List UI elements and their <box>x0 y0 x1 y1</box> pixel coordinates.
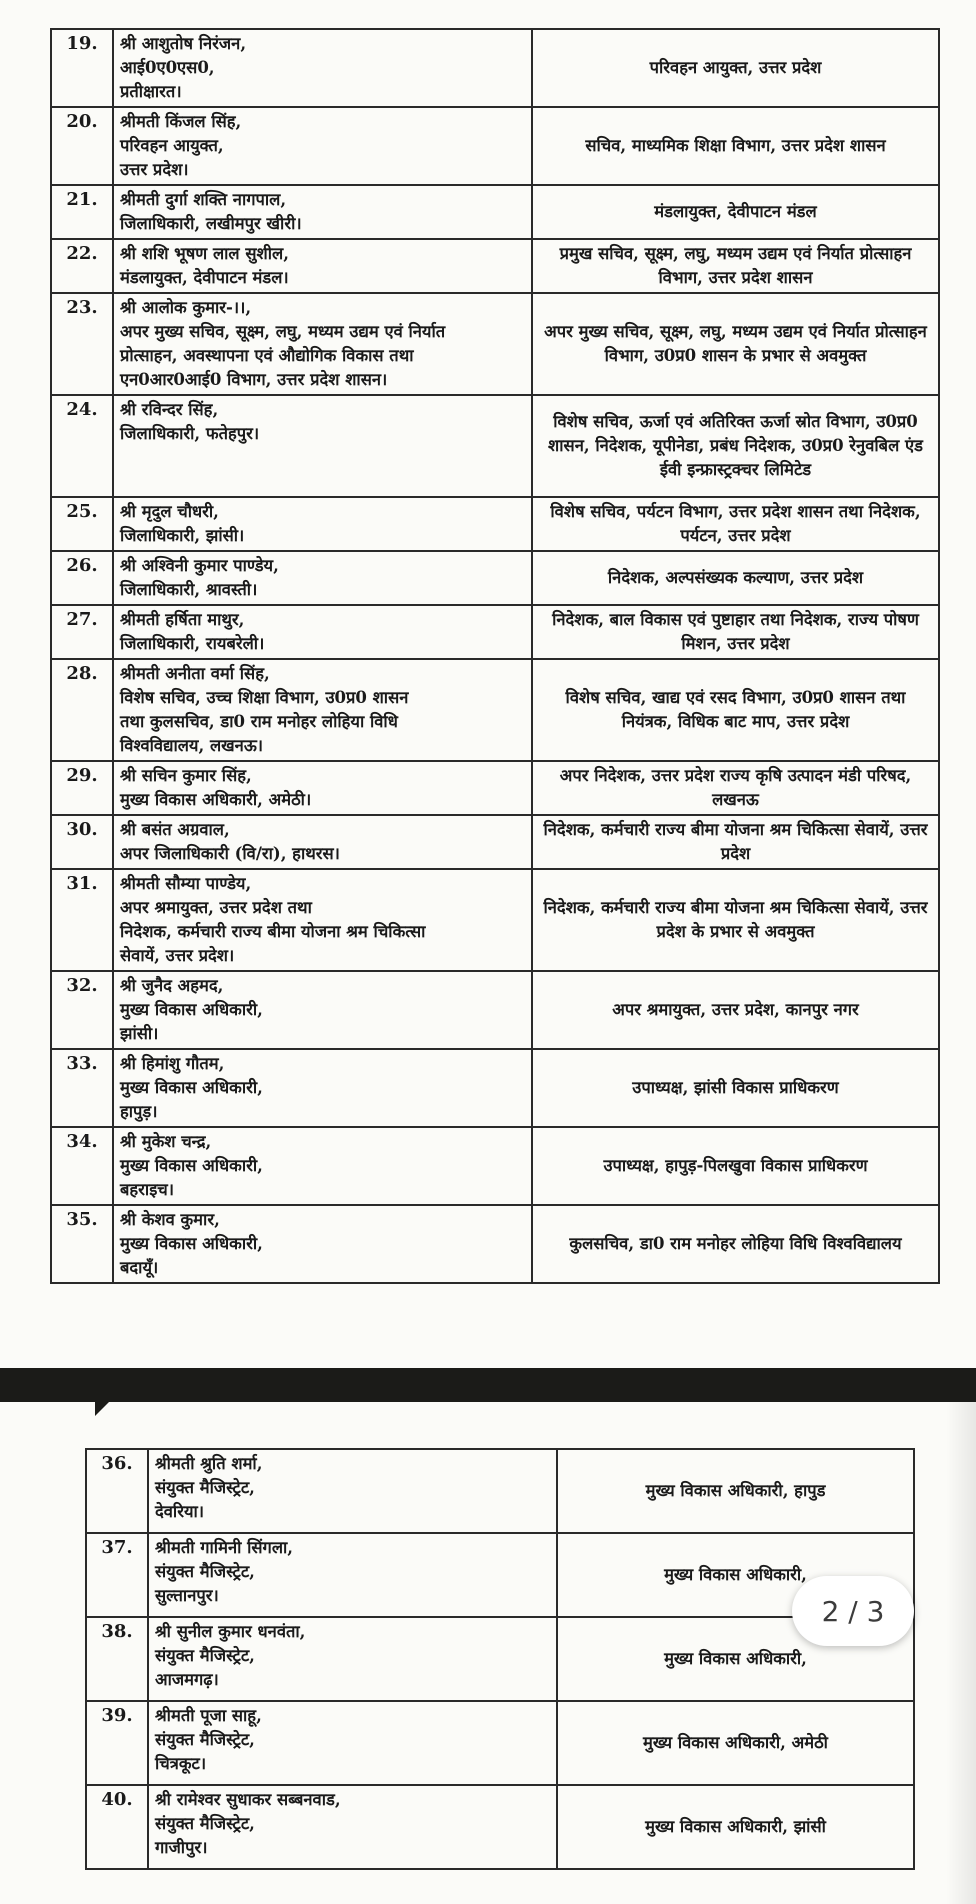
officer-name-cell: श्रीमती अनीता वर्मा सिंह, विशेष सचिव, उच्च शिक्षा विभाग, उ0प्र0 शासन तथा कुलसचिव, डा0 राम मनोहर लोहिया विधि विश्वविद्यालय, लखनऊ। <box>113 659 532 761</box>
officer-name-cell: श्री आशुतोष निरंजन, आई0ए0एस0, प्रतीक्षारत। <box>113 29 532 107</box>
table-row <box>51 761 939 815</box>
new-posting-cell: उपाध्यक्ष, हापुड़-पिलखुवा विकास प्राधिकरण <box>532 1127 939 1205</box>
new-posting-cell: विशेष सचिव, खाद्य एवं रसद विभाग, उ0प्र0 शासन तथा नियंत्रक, विधिक बाट माप, उत्तर प्रदेश <box>532 659 939 761</box>
new-posting-cell: प्रमुख सचिव, सूक्ष्म, लघु, मध्यम उद्यम एवं निर्यात प्रोत्साहन विभाग, उत्तर प्रदेश शासन <box>532 239 939 293</box>
table-row <box>51 185 939 239</box>
table-row <box>51 605 939 659</box>
serial-number-cell: 38. <box>86 1617 148 1701</box>
new-posting-cell: निदेशक, बाल विकास एवं पुष्टाहार तथा निदेशक, राज्य पोषण मिशन, उत्तर प्रदेश <box>532 605 939 659</box>
officer-name-cell: श्री मृदुल चौधरी, जिलाधिकारी, झांसी। <box>113 497 532 551</box>
new-posting-cell: परिवहन आयुक्त, उत्तर प्रदेश <box>532 29 939 107</box>
officer-name-cell: श्रीमती किंजल सिंह, परिवहन आयुक्त, उत्तर प्रदेश। <box>113 107 532 185</box>
table-row <box>51 293 939 395</box>
table-row <box>86 1701 914 1785</box>
serial-number-cell: 37. <box>86 1533 148 1617</box>
new-posting-cell: मुख्य विकास अधिकारी, <box>557 1533 914 1617</box>
new-posting-cell: अपर निदेशक, उत्तर प्रदेश राज्य कृषि उत्पादन मंडी परिषद, लखनऊ <box>532 761 939 815</box>
new-posting-cell: मुख्य विकास अधिकारी, <box>557 1617 914 1701</box>
table-row <box>51 971 939 1049</box>
transfer-table-body <box>86 1449 914 1869</box>
table-row <box>86 1533 914 1617</box>
officer-name-cell: श्री जुनैद अहमद, मुख्य विकास अधिकारी, झांसी। <box>113 971 532 1049</box>
serial-number-cell: 21. <box>51 185 113 239</box>
table-row <box>51 395 939 497</box>
new-posting-cell: अपर मुख्य सचिव, सूक्ष्म, लघु, मध्यम उद्यम एवं निर्यात प्रोत्साहन विभाग, उ0प्र0 शासन के प्रभार से अवमुक्त <box>532 293 939 395</box>
serial-number-cell: 28. <box>51 659 113 761</box>
new-posting-cell: मुख्य विकास अधिकारी, हापुड <box>557 1449 914 1533</box>
officer-name-cell: श्री शशि भूषण लाल सुशील, मंडलायुक्त, देवीपाटन मंडल। <box>113 239 532 293</box>
table-row <box>51 551 939 605</box>
officer-name-cell: श्री आलोक कुमार-।।, अपर मुख्य सचिव, सूक्ष्म, लघु, मध्यम उद्यम एवं निर्यात प्रोत्साहन, अवस्थापना एवं औद्योगिक विकास तथा एन0आर0आई0 विभाग, उत्तर प्रदेश शासन। <box>113 293 532 395</box>
serial-number-cell: 40. <box>86 1785 148 1869</box>
serial-number-cell: 34. <box>51 1127 113 1205</box>
transfer-table-body <box>51 29 939 1283</box>
serial-number-cell: 22. <box>51 239 113 293</box>
new-posting-cell: मंडलायुक्त, देवीपाटन मंडल <box>532 185 939 239</box>
serial-number-cell: 32. <box>51 971 113 1049</box>
new-posting-cell: कुलसचिव, डा0 राम मनोहर लोहिया विधि विश्वविद्यालय <box>532 1205 939 1283</box>
table-row <box>51 869 939 971</box>
table-row <box>51 815 939 869</box>
transfer-table-page-2 <box>85 1448 915 1870</box>
serial-number-cell: 29. <box>51 761 113 815</box>
new-posting-cell: विशेष सचिव, ऊर्जा एवं अतिरिक्त ऊर्जा स्रोत विभाग, उ0प्र0 शासन, निदेशक, यूपीनेडा, प्रबंध निदेशक, उ0प्र0 रेनुवबिल एंड ईवी इन्फ्रास्ट्रक्चर लिमिटेड <box>532 395 939 497</box>
serial-number-cell: 26. <box>51 551 113 605</box>
officer-name-cell: श्री मुकेश चन्द्र, मुख्य विकास अधिकारी, बहराइच। <box>113 1127 532 1205</box>
page-separator <box>0 1368 976 1402</box>
serial-number-cell: 39. <box>86 1701 148 1785</box>
table-row <box>86 1617 914 1701</box>
table-row <box>51 659 939 761</box>
table-row <box>51 1127 939 1205</box>
new-posting-cell: उपाध्यक्ष, झांसी विकास प्राधिकरण <box>532 1049 939 1127</box>
new-posting-cell: सचिव, माध्यमिक शिक्षा विभाग, उत्तर प्रदेश शासन <box>532 107 939 185</box>
table-row <box>51 29 939 107</box>
page-indicator: 2 / 3 <box>792 1576 914 1646</box>
table-row <box>51 107 939 185</box>
page-edge-shadow <box>946 1402 976 1904</box>
officer-name-cell: श्रीमती दुर्गा शक्ति नागपाल, जिलाधिकारी, लखीमपुर खीरी। <box>113 185 532 239</box>
serial-number-cell: 33. <box>51 1049 113 1127</box>
officer-name-cell: श्री अश्विनी कुमार पाण्डेय, जिलाधिकारी, श्रावस्ती। <box>113 551 532 605</box>
new-posting-cell: निदेशक, कर्मचारी राज्य बीमा योजना श्रम चिकित्सा सेवायें, उत्तर प्रदेश <box>532 815 939 869</box>
serial-number-cell: 19. <box>51 29 113 107</box>
officer-name-cell: श्रीमती श्रुति शर्मा, संयुक्त मैजिस्ट्रेट, देवरिया। <box>148 1449 557 1533</box>
new-posting-cell: निदेशक, कर्मचारी राज्य बीमा योजना श्रम चिकित्सा सेवायें, उत्तर प्रदेश के प्रभार से अवमुक्त <box>532 869 939 971</box>
table-row <box>86 1785 914 1869</box>
serial-number-cell: 35. <box>51 1205 113 1283</box>
table-row <box>51 239 939 293</box>
table-row <box>51 1205 939 1283</box>
page-fold-mark <box>95 1402 109 1416</box>
document-page-2 <box>0 1402 976 1904</box>
officer-name-cell: श्री रविन्दर सिंह, जिलाधिकारी, फतेहपुर। <box>113 395 532 497</box>
officer-name-cell: श्री केशव कुमार, मुख्य विकास अधिकारी, बदायूँ। <box>113 1205 532 1283</box>
new-posting-cell: अपर श्रमायुक्त, उत्तर प्रदेश, कानपुर नगर <box>532 971 939 1049</box>
officer-name-cell: श्री बसंत अग्रवाल, अपर जिलाधिकारी (वि/रा), हाथरस। <box>113 815 532 869</box>
new-posting-cell: निदेशक, अल्पसंख्यक कल्याण, उत्तर प्रदेश <box>532 551 939 605</box>
officer-name-cell: श्री रामेश्वर सुधाकर सब्बनवाड, संयुक्त मैजिस्ट्रेट, गाजीपुर। <box>148 1785 557 1869</box>
serial-number-cell: 23. <box>51 293 113 395</box>
officer-name-cell: श्रीमती पूजा साहू, संयुक्त मैजिस्ट्रेट, चित्रकूट। <box>148 1701 557 1785</box>
new-posting-cell: विशेष सचिव, पर्यटन विभाग, उत्तर प्रदेश शासन तथा निदेशक, पर्यटन, उत्तर प्रदेश <box>532 497 939 551</box>
serial-number-cell: 20. <box>51 107 113 185</box>
officer-name-cell: श्रीमती सौम्या पाण्डेय, अपर श्रमायुक्त, उत्तर प्रदेश तथा निदेशक, कर्मचारी राज्य बीमा योजना श्रम चिकित्सा सेवायें, उत्तर प्रदेश। <box>113 869 532 971</box>
officer-name-cell: श्री सचिन कुमार सिंह, मुख्य विकास अधिकारी, अमेठी। <box>113 761 532 815</box>
serial-number-cell: 36. <box>86 1449 148 1533</box>
table-row <box>86 1449 914 1533</box>
table-row <box>51 1049 939 1127</box>
serial-number-cell: 30. <box>51 815 113 869</box>
new-posting-cell: मुख्य विकास अधिकारी, अमेठी <box>557 1701 914 1785</box>
officer-name-cell: श्री सुनील कुमार धनवंता, संयुक्त मैजिस्ट्रेट, आजमगढ़। <box>148 1617 557 1701</box>
officer-name-cell: श्रीमती हर्षिता माथुर, जिलाधिकारी, रायबरेली। <box>113 605 532 659</box>
table-row <box>51 497 939 551</box>
new-posting-cell: मुख्य विकास अधिकारी, झांसी <box>557 1785 914 1869</box>
serial-number-cell: 25. <box>51 497 113 551</box>
serial-number-cell: 27. <box>51 605 113 659</box>
transfer-table-page-1 <box>50 28 940 1284</box>
officer-name-cell: श्री हिमांशु गौतम, मुख्य विकास अधिकारी, हापुड़। <box>113 1049 532 1127</box>
serial-number-cell: 31. <box>51 869 113 971</box>
serial-number-cell: 24. <box>51 395 113 497</box>
officer-name-cell: श्रीमती गामिनी सिंगला, संयुक्त मैजिस्ट्रेट, सुल्तानपुर। <box>148 1533 557 1617</box>
